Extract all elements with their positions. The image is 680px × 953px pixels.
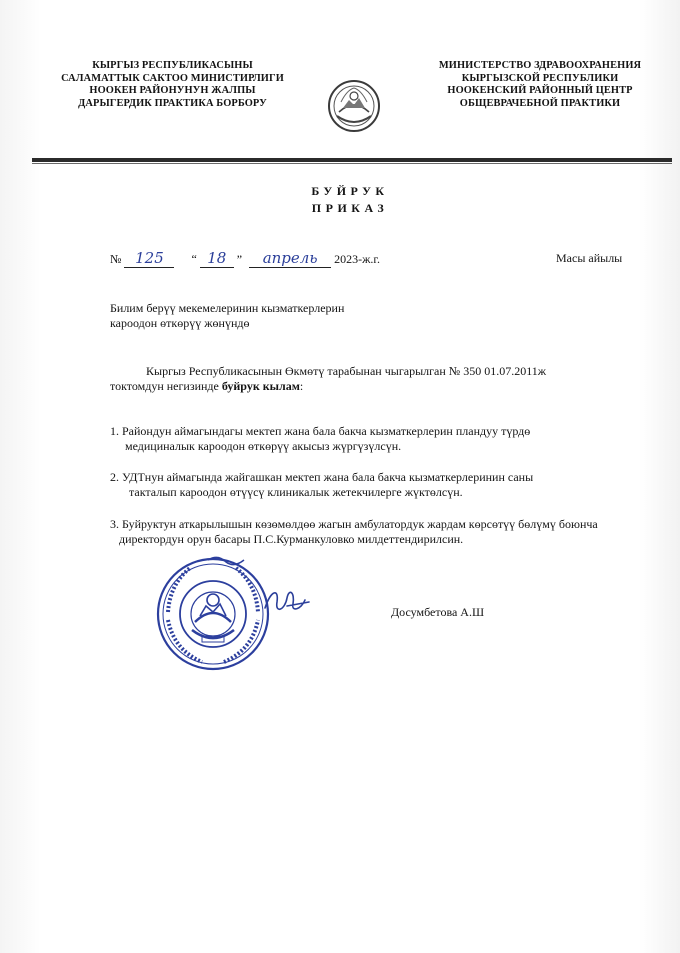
day-quote-open: “ (191, 252, 197, 266)
header-divider-thick (32, 158, 672, 162)
preamble (110, 364, 546, 394)
header-right-line: МИНИСТЕРСТВО ЗДРАВООХРАНЕНИЯ (438, 60, 642, 71)
number-prefix: № (110, 252, 122, 266)
order-item-line: 1. Райондун аймагындагы мектеп жана бала бакча кызматкерлерин пландуу түрдө (110, 424, 531, 438)
order-item-line: директордун орун басары П.С.Курманкуловко милдеттендирилсин. (119, 532, 464, 546)
order-number-field (124, 249, 174, 268)
order-month-handwritten: апрель (262, 249, 318, 267)
day-quote-close: ” (236, 252, 243, 266)
title-russian: ПРИКАЗ (311, 201, 389, 215)
header-left-line: НООКЕН РАЙОНУНУН ЖАЛПЫ (89, 85, 256, 97)
preamble-line: Кыргыз Республикасынын Өкмөтү тарабынан чыгарылган № 350 01.07.2011ж (146, 364, 547, 378)
order-item (110, 517, 598, 547)
state-emblem-icon (327, 78, 381, 134)
header-right-line: НООКЕНСКИЙ РАЙОННЫЙ ЦЕНТР (447, 85, 633, 97)
header-right-line: ОБЩЕВРАЧЕБНОЙ ПРАКТИКИ (459, 97, 621, 109)
header-left-line: ДАРЫГЕРДИК ПРАКТИКА БОРБОРУ (78, 97, 267, 109)
preamble-colon: : (299, 379, 304, 393)
subject-line: Билим берүү мекемелеринин кызматкерлерин (110, 301, 345, 315)
order-item-line: такталып кароодон өтүүсү клиникалык жетекчилерге жүктөлсүн. (129, 485, 463, 499)
signer-name: Досумбетова А.Ш (391, 605, 485, 619)
preamble-line (110, 379, 546, 394)
subject-line: кароодон өткөрүү жөнүндө (110, 316, 250, 330)
title-kyrgyz: БУЙРУК (311, 184, 389, 198)
preamble-text: токтомдун негизинде (110, 379, 222, 393)
order-item-line: 3. Буйруктун аткарылышын көзөмөлдөө жагын амбулатордук жардам көрсөтүү бөлүмү боюнча (110, 517, 598, 531)
order-day-handwritten: 18 (207, 249, 227, 267)
order-item (110, 470, 533, 500)
order-year: 2023-ж.г. (334, 252, 380, 266)
order-month-field (249, 249, 331, 268)
header-left-line: КЫРГЫЗ РЕСПУБЛИКАСЫНЫ (92, 60, 253, 71)
village-name: Масы айылы (556, 251, 623, 265)
order-number-line (110, 249, 380, 268)
order-directive: буйрук кылам (221, 379, 300, 393)
header-divider-thin (32, 163, 672, 164)
header-right-line: КЫРГЫЗСКОЙ РЕСПУБЛИКИ (461, 72, 619, 84)
header-left-line: САЛАМАТТЫК САКТОО МИНИСТИРЛИГИ (61, 72, 284, 84)
order-item-line: медициналык кароодон өткөрүү акысыз жүргүзүлсүн. (125, 439, 402, 453)
order-day-field (200, 249, 234, 268)
order-number-handwritten: 125 (135, 249, 164, 267)
signature-icon (257, 580, 317, 620)
order-item-line: 2. УДТнун аймагында жайгашкан мектеп жана бала бакча кызматкерлеринин саны (110, 470, 534, 484)
header-kyrgyz (30, 60, 315, 110)
order-item (110, 424, 530, 454)
order-subject (110, 301, 344, 331)
header-russian (410, 60, 670, 110)
